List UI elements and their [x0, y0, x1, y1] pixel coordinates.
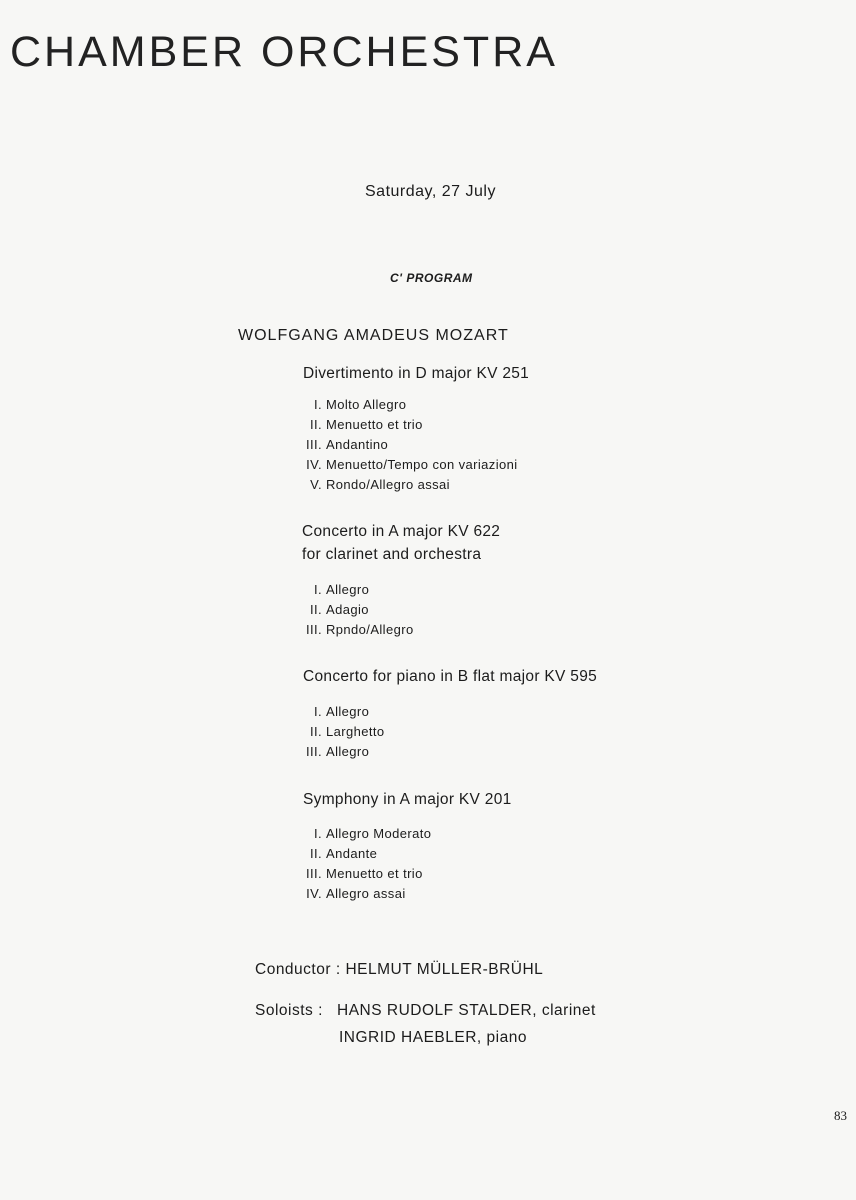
soloist-2: INGRID HAEBLER, piano — [339, 1029, 527, 1046]
page-title: CHAMBER ORCHESTRA — [10, 28, 558, 76]
program-label: C' PROGRAM — [390, 271, 473, 285]
work-title-line: Symphony in A major KV 201 — [303, 791, 512, 808]
work-title — [303, 665, 597, 688]
work-title — [303, 788, 512, 811]
movement-list — [300, 580, 414, 640]
movement-item: II. Menuetto et trio — [309, 417, 423, 432]
movement-list — [300, 395, 518, 495]
movement-item: II. Larghetto — [309, 724, 385, 739]
work-title — [302, 520, 500, 566]
composer-name: WOLFGANG AMADEUS MOZART — [238, 327, 509, 344]
conductor-name: HELMUT MÜLLER-BRÜHL — [345, 961, 544, 978]
movement-item: I. Allegro Moderato — [313, 826, 432, 841]
movement-item: III. Menuetto et trio — [305, 866, 423, 881]
work-title-line: Concerto for piano in B flat major KV 595 — [303, 668, 598, 685]
movement-item: IV. Menuetto/Tempo con variazioni — [306, 457, 518, 472]
soloists-label: Soloists : — [255, 1002, 323, 1019]
movement-item: III. Andantino — [305, 437, 389, 452]
movement-item: II. Adagio — [309, 602, 369, 617]
movement-item: I. Allegro — [313, 582, 370, 597]
movement-item: II. Andante — [309, 846, 378, 861]
movement-item: I. Molto Allegro — [313, 397, 407, 412]
work-title-line: Concerto in A major KV 622 — [302, 523, 501, 540]
page-number: 83 — [834, 1108, 847, 1123]
movement-list — [300, 824, 431, 904]
conductor-label: Conductor : — [255, 961, 341, 978]
movement-list — [300, 702, 385, 762]
movement-item: IV. Allegro assai — [306, 886, 406, 901]
movement-item: I. Allegro — [313, 704, 370, 719]
soloist-1: HANS RUDOLF STALDER, clarinet — [337, 1002, 596, 1019]
movement-item: III. Allegro — [305, 744, 370, 759]
work-title-line: for clarinet and orchestra — [302, 546, 482, 563]
concert-date: Saturday, 27 July — [365, 183, 496, 200]
movement-item: III. Rpndo/Allegro — [305, 622, 414, 637]
work-title — [303, 362, 529, 385]
movement-item: V. Rondo/Allegro assai — [310, 477, 450, 492]
work-title-line: Divertimento in D major KV 251 — [303, 365, 530, 382]
conductor-line — [255, 961, 543, 979]
